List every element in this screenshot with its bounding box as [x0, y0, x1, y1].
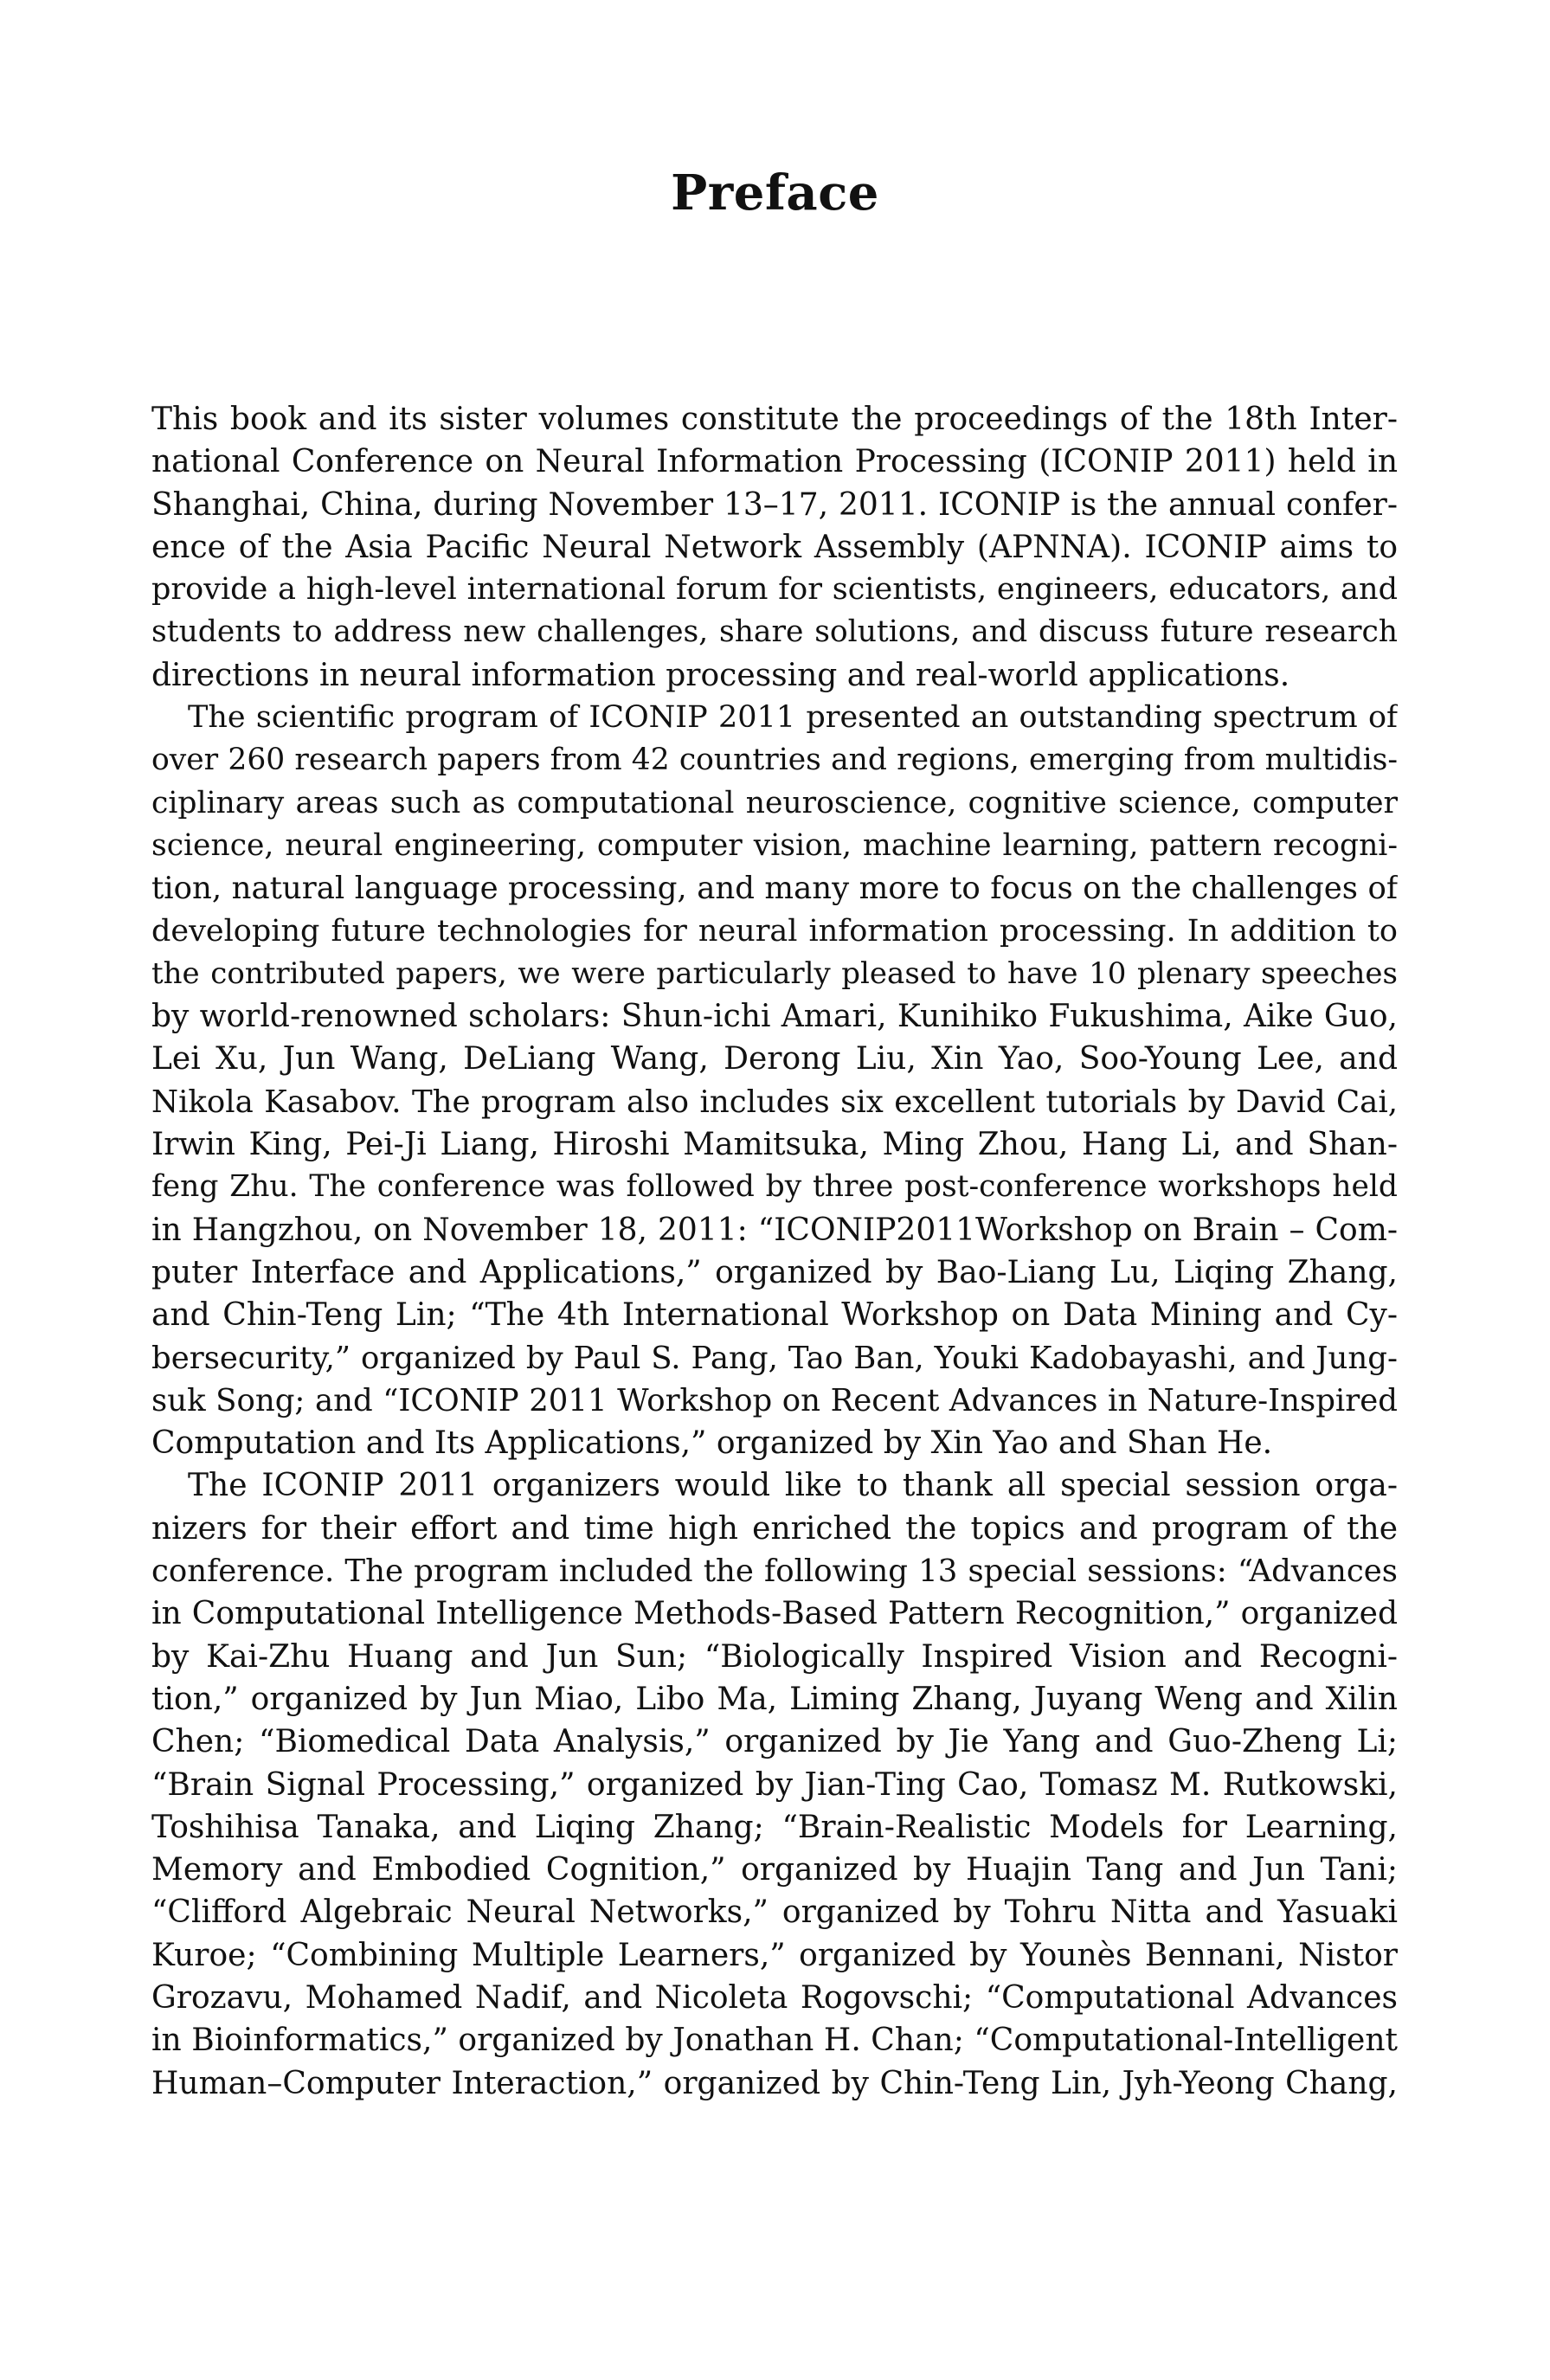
text-line: Shanghai, China, during November 13–17, 2011. ICONIP is the annual confer-: [151, 486, 1398, 523]
text-line: over 260 research papers from 42 countries and regions, emerging from multidis-: [151, 743, 1398, 778]
text-line: “Brain Signal Processing,” organized by Jian-Ting Cao, Tomasz M. Rutkowski,: [151, 1766, 1398, 1803]
text-line: “Clifford Algebraic Neural Networks,” organized by Tohru Nitta and Yasuaki: [151, 1894, 1398, 1931]
text-line: Toshihisa Tanaka, and Liqing Zhang; “Brain-Realistic Models for Learning,: [151, 1809, 1398, 1845]
text-line: conference. The program included the following 13 special sessions: “Advances: [151, 1553, 1398, 1590]
text-line: ciplinary areas such as computational neuroscience, cognitive science, computer: [151, 785, 1398, 820]
text-line: Grozavu, Mohamed Nadif, and Nicoleta Rogovschi; “Computational Advances: [151, 1979, 1398, 2016]
text-line: tion,” organized by Jun Miao, Libo Ma, Liming Zhang, Juyang Weng and Xilin: [151, 1681, 1398, 1717]
text-line: directions in neural information processing and real-world applications.: [151, 657, 1290, 693]
text-line: in Hangzhou, on November 18, 2011: “ICONIP2011Workshop on Brain – Com-: [151, 1212, 1398, 1248]
text-line: Irwin King, Pei-Ji Liang, Hiroshi Mamitsuka, Ming Zhou, Hang Li, and Shan-: [151, 1127, 1398, 1163]
text-line: This book and its sister volumes constitute the proceedings of the 18th Inter-: [151, 402, 1398, 437]
text-line: provide a high-level international forum for scientists, engineers, educators, and: [151, 572, 1398, 608]
text-line: Kuroe; “Combining Multiple Learners,” organized by Younès Bennani, Nistor: [151, 1937, 1398, 1973]
paragraph-1: [151, 398, 1398, 697]
paragraph-3: [151, 1464, 1398, 2104]
text-line: feng Zhu. The conference was followed by three post-conference workshops held: [151, 1169, 1398, 1205]
text-line: nizers for their effort and time high enriched the topics and program of the: [151, 1510, 1398, 1547]
preface-body: [151, 398, 1398, 2105]
text-line: Nikola Kasabov. The program also includes six excellent tutorials by David Cai,: [151, 1084, 1398, 1120]
text-line: Memory and Embodied Cognition,” organized by Huajin Tang and Jun Tani;: [151, 1852, 1398, 1888]
page-title: Preface: [671, 164, 879, 222]
text-line: developing future technologies for neural information processing. In addition to: [151, 913, 1398, 949]
text-line: The ICONIP 2011 organizers would like to thank all special session orga-: [188, 1468, 1398, 1504]
text-line: suk Song; and “ICONIP 2011 Workshop on Recent Advances in Nature-Inspired: [151, 1382, 1398, 1418]
text-line: by world-renowned scholars: Shun-ichi Amari, Kunihiko Fukushima, Aike Guo,: [151, 999, 1398, 1035]
text-line: puter Interface and Applications,” organized by Bao-Liang Lu, Liqing Zhang,: [151, 1254, 1398, 1290]
text-line: by Kai-Zhu Huang and Jun Sun; “Biologically Inspired Vision and Recogni-: [151, 1638, 1398, 1675]
text-line: science, neural engineering, computer vision, machine learning, pattern recogni-: [151, 827, 1398, 863]
text-line: tion, natural language processing, and many more to focus on the challenges of: [151, 871, 1398, 907]
text-line: bersecurity,” organized by Paul S. Pang, Tao Ban, Youki Kadobayashi, and Jung-: [151, 1340, 1398, 1376]
text-line: in Bioinformatics,” organized by Jonathan H. Chan; “Computational-Intelligent: [151, 2023, 1398, 2059]
text-line: the contributed papers, we were particularly pleased to have 10 plenary speeches: [151, 955, 1398, 991]
text-line: The scientific program of ICONIP 2011 presented an outstanding spectrum of: [188, 700, 1398, 736]
text-line: students to address new challenges, share solutions, and discuss future research: [151, 614, 1398, 650]
text-line: and Chin-Teng Lin; “The 4th International Workshop on Data Mining and Cy-: [151, 1297, 1398, 1334]
text-line: ence of the Asia Pacific Neural Network Assembly (APNNA). ICONIP aims to: [151, 529, 1398, 565]
paragraph-2: [151, 697, 1398, 1464]
text-line: in Computational Intelligence Methods-Based Pattern Recognition,” organized: [151, 1596, 1398, 1632]
text-line: Human–Computer Interaction,” organized by Chin-Teng Lin, Jyh-Yeong Chang,: [151, 2065, 1398, 2101]
text-line: Chen; “Biomedical Data Analysis,” organized by Jie Yang and Guo-Zheng Li;: [151, 1724, 1398, 1760]
text-line: Computation and Its Applications,” organized by Xin Yao and Shan He.: [151, 1425, 1273, 1462]
text-line: national Conference on Neural Information Processing (ICONIP 2011) held in: [151, 444, 1398, 480]
text-line: Lei Xu, Jun Wang, DeLiang Wang, Derong Liu, Xin Yao, Soo-Young Lee, and: [151, 1041, 1398, 1077]
